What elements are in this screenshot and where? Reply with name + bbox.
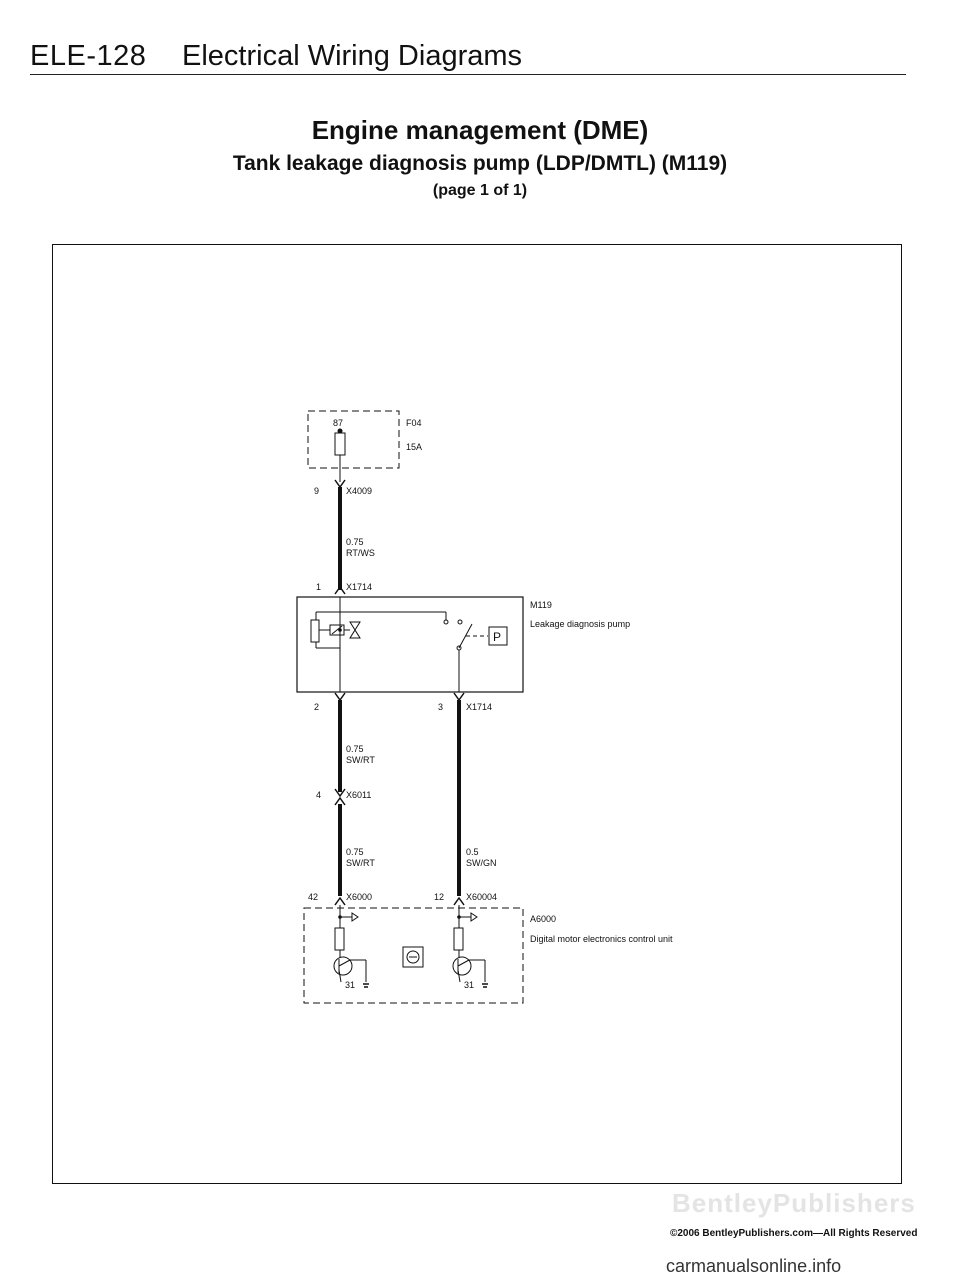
connector-x60004: [454, 898, 464, 905]
publisher-logo: BentleyPublishers: [672, 1188, 916, 1218]
pin-4: 4: [316, 790, 322, 800]
pressure-sensor-label: P: [493, 630, 502, 644]
pressure-switch: [459, 624, 472, 648]
connector-x6000: [335, 898, 345, 905]
ground-31-left: 31: [345, 980, 356, 990]
pin-1: 1: [316, 582, 322, 592]
a6000-box: [304, 908, 523, 1003]
pin-42: 42: [308, 892, 319, 902]
pin-2: 2: [314, 702, 320, 712]
page-code: ELE-128: [30, 40, 147, 72]
connector-x6011-label: X6011: [346, 790, 372, 800]
section-title: Electrical Wiring Diagrams: [182, 40, 523, 72]
connector-x6000-label: X6000: [346, 892, 373, 902]
wire1-color: RT/WS: [346, 548, 375, 558]
m119-name: Leakage diagnosis pump: [530, 619, 631, 629]
connector-x6011-b: [335, 798, 345, 805]
fuse-terminal-label: 87: [333, 418, 344, 428]
wire3-gauge: 0.75: [346, 847, 364, 857]
page-indicator: (page 1 of 1): [432, 182, 528, 199]
wire1-gauge: 0.75: [346, 537, 364, 547]
wire4-gauge: 0.5: [466, 847, 479, 857]
connector-x1714-in: [335, 587, 345, 594]
connector-x4009-label: X4009: [346, 486, 373, 496]
a6000-name: Digital motor electronics control unit: [530, 934, 673, 944]
ground-31-right: 31: [464, 980, 475, 990]
left-driver-transistor: [334, 957, 352, 975]
diagram-title: Engine management (DME): [311, 115, 649, 145]
diagram-subtitle: Tank leakage diagnosis pump (LDP/DMTL) (M119): [232, 152, 728, 175]
copyright-notice: ©2006 BentleyPublishers.com—All Rights Reserved: [670, 1228, 918, 1239]
connector-x1714-bottom-label: X1714: [466, 702, 493, 712]
fuse-box: [308, 411, 399, 468]
connector-x1714-out-left: [335, 693, 345, 700]
right-driver-resistor: [454, 928, 463, 950]
wire4-color: SW/GN: [466, 858, 497, 868]
left-driver-resistor: [335, 928, 344, 950]
fuse-id: F04: [406, 418, 422, 428]
connector-x1714-top-label: X1714: [346, 582, 373, 592]
site-watermark: carmanualsonline.info: [666, 1256, 842, 1276]
wire3-color: SW/RT: [346, 858, 375, 868]
a6000-id: A6000: [530, 914, 557, 924]
fuse-rating: 15A: [406, 442, 423, 452]
m119-id: M119: [530, 600, 552, 610]
wire2-color: SW/RT: [346, 755, 375, 765]
wire2-gauge: 0.75: [346, 744, 364, 754]
pin-3: 3: [438, 702, 444, 712]
pin-9: 9: [314, 486, 320, 496]
connector-x60004-label: X60004: [466, 892, 498, 902]
connector-x1714-out-right: [454, 693, 464, 700]
right-driver-transistor: [453, 957, 471, 975]
solenoid-coil: [311, 620, 319, 642]
pin-12: 12: [434, 892, 445, 902]
fuse-element: [335, 433, 345, 455]
